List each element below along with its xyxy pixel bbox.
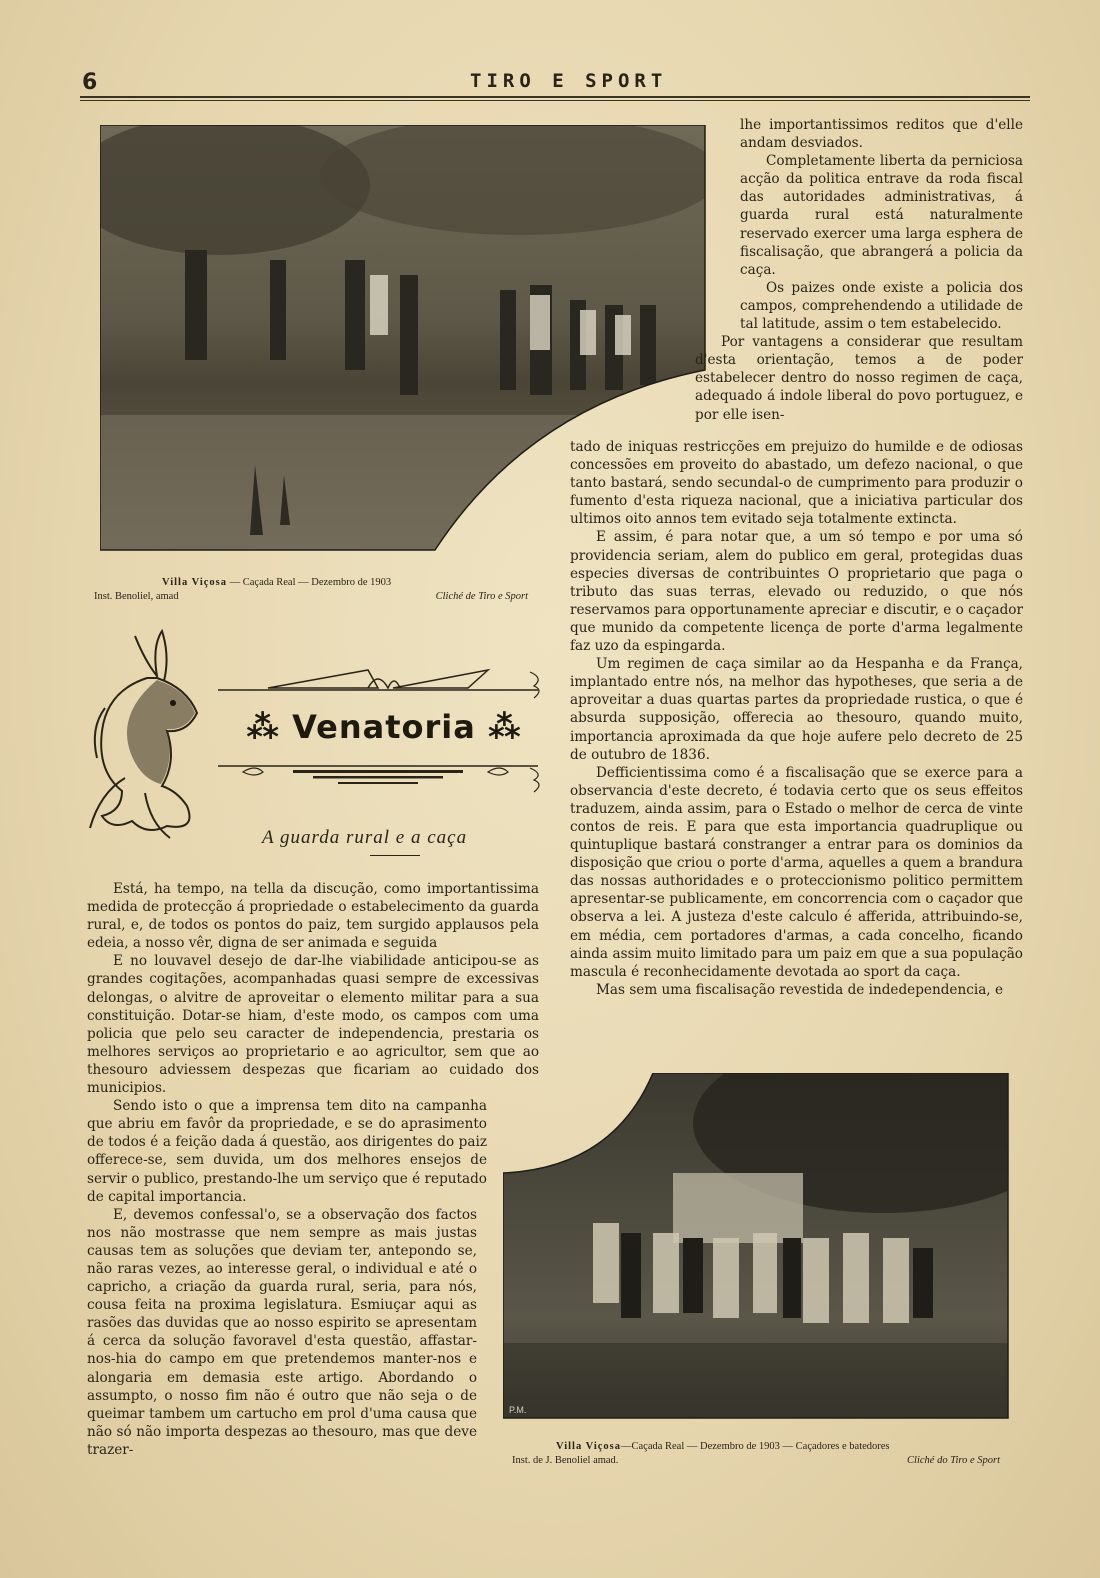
photo1-caption — [162, 577, 391, 588]
right-paragraph: tado de iniquas restricções em prejuizo do humilde e de odiosas concessões em proveito do abastado, um defezo nacional, o que tanto bastará, sendo secundal-o de cumprimento para produzir o fumento d'esta riqueza nacional, que a iniciativa particular dos ultimos oito annos tem evitado seja totalmente extincta. — [570, 439, 1023, 528]
left-paragraph: E no louvavel desejo de dar-lhe viabilidade anticipou-se as grandes cogitações, acompanhadas quasi sempre de excessivas delongas, o alvitre de aproveitar o elemento militar para a sua constituição. Dotar-se hiam, d'este modo, os campos com uma policia que pelo seu caracter de independencia, prestaria os melhores serviços ao proprietario e ao agricultor, sem que ao thesouro adviessem despezas que ficariam ao cuidado dos municipios. — [87, 953, 539, 1097]
photo1-credit-left: Inst. Benoliel, amad — [94, 591, 179, 602]
photo2-credit-left: Inst. de J. Benoliel amad. — [512, 1455, 619, 1466]
left-column-text — [87, 880, 539, 1459]
hare-illustration — [85, 628, 210, 843]
right-paragraph: lhe importantissimos reditos que d'elle andam desviados. — [740, 117, 1023, 152]
right-paragraph: Os paizes onde existe a policia dos campos, comprehendendo a utilidade de tal latitude, assim o tem estabelecido. — [740, 279, 1023, 333]
right-column-wide-text — [570, 438, 1023, 999]
page-number: 6 — [82, 70, 98, 95]
right-paragraph: E assim, é para notar que, a um só tempo e por uma só providencia seriam, alem do publico em geral, protegidas duas especies diversas de contribuintes O proprietario que paga o tributo das suas terras, elevado ou reduzido, o que nós reservamos para opportunamente apreciar e discutir, e o caçador que munido da competente licença de porte d'arma legalmente faz uzo da espingarda. — [570, 529, 1023, 655]
photo2-caption — [556, 1441, 890, 1452]
header-rule — [80, 96, 1030, 98]
article-title-row — [244, 708, 524, 746]
title-ornament-bottom — [218, 760, 548, 796]
left-paragraph: E, devemos confessal'o, se a observação dos factos nos não mostrasse que nem sempre as mais justas causas tem as soluções que deviam ter, antepondo se, não raras vezes, ao interesse geral, o individual e até o capricho, a criação da guarda rural, seria, para nós, cousa feita na proxima legislatura. Esmiuçar aqui as rasões das duvidas que ao nosso espirito se apresentam á cerca da solução favoravel d'esta questão, affastar-nos-hia do campo em que pretendemos manter-nos e alongaria em demasia este artigo. Abordando o assumpto, o nosso fim não é outro que não seja o de queimar tambem um cartucho em prol d'uma causa que não só não importa despezas ao thesouro, mas que deve trazer- — [87, 1206, 477, 1458]
photo2-caption-place: Villa Viçosa — [556, 1441, 621, 1452]
photo2-mark: P.M. — [509, 1405, 527, 1415]
header-rule-thin — [80, 100, 1030, 101]
title-ornament-top — [218, 660, 548, 700]
right-paragraph: Completamente liberta da perniciosa acção da politica entrave da roda fiscal das autoridades administrativas, á guarda rural está naturalmente reservado exercer uma larga esphera de fiscalisação, que abrangerá a policia da caça. — [740, 153, 1023, 278]
photo1-credit-right: Cliché de Tiro e Sport — [435, 591, 528, 602]
photo2-credits — [512, 1455, 1000, 1466]
photo1-credits — [94, 591, 528, 602]
right-paragraph: Mas sem uma fiscalisação revestida de indedependencia, e — [596, 981, 1003, 998]
left-flourish-icon: ⁂ — [246, 708, 293, 746]
photo1-caption-text: — Caçada Real — Dezembro de 1903 — [229, 577, 392, 588]
right-flourish-icon: ⁂ — [475, 708, 522, 746]
right-paragraph: Um regimen de caça similar ao da Hespanha e da França, implantado entre nós, na melhor das hypotheses, que seria a de aproveitar a duas quartas partes da propriedade rustica, o que é absurda supposição, offerecia ao thesouro, quando muito, importancia aproximada da que hoje aufere pelo decreto de 25 de outubro de 1836. — [570, 656, 1023, 763]
right-paragraph: Por vantagens a considerar que resultam d'esta orientação, temos a de poder estabelecer dentro do nosso regimen de caça, adequado á indole liberal do povo portuguez, e por elle isen- — [695, 334, 1023, 423]
left-paragraph: Está, ha tempo, na tella da discução, como importantissima medida de protecção á propriedade o estabelecimento da guarda rural, e, de todos os pontos do paiz, tem surgido applausos pela edeia, a nosso vêr, digna de ser animada e seguida — [87, 881, 539, 952]
article-title: Venatoria — [292, 708, 476, 746]
right-paragraph: Defficientissima como é a fiscalisação que se exerce para a observancia d'este decreto, é todavia certo que os seus effeitos traduzem, ainda assim, para o Estado o melhor de cerca de vinte contos de reis. E para que esta importancia quadruplique ou quintuplique bastará constranger a entrar para os dominios da disposição que criou o porte d'arma, aquelles a quem a brandura das nossas authoridades e o proteccionismo politico permittem apresentar-se publicamente, em concorrencia com o caçador que observa a lei. A justeza d'este calculo é afferida, attribuindo-se, em média, cem portadores d'armas, a cada concelho, ficando ainda assim muito limitado para um paiz em que a sua população mascula é reconhecidamente devotada ao sport da caça. — [570, 764, 1023, 980]
photo2-credit-right: Cliché do Tiro e Sport — [907, 1455, 1000, 1466]
masthead-title: TIRO E SPORT — [470, 70, 668, 92]
photo2-caption-text: —Caçada Real — Dezembro de 1903 — Caçadores e batedores — [621, 1441, 890, 1452]
subtitle-rule — [370, 855, 420, 856]
right-column-top-text — [695, 116, 1023, 424]
article-subtitle: A guarda rural e a caça — [262, 827, 468, 848]
left-paragraph: Sendo isto o que a imprensa tem dito na campanha que abriu em favôr da propriedade, e se do aprasimento de todos é a feição dada á questão, aos dirigentes do paiz offerece-se, sem duvida, um dos melhores ensejos de servir o publico, prestando-lhe um serviço que é reputado de capital importancia. — [87, 1098, 487, 1205]
photo1-caption-place: Villa Viçosa — [162, 577, 227, 588]
hunters-and-beaters-photo — [503, 1073, 1013, 1423]
